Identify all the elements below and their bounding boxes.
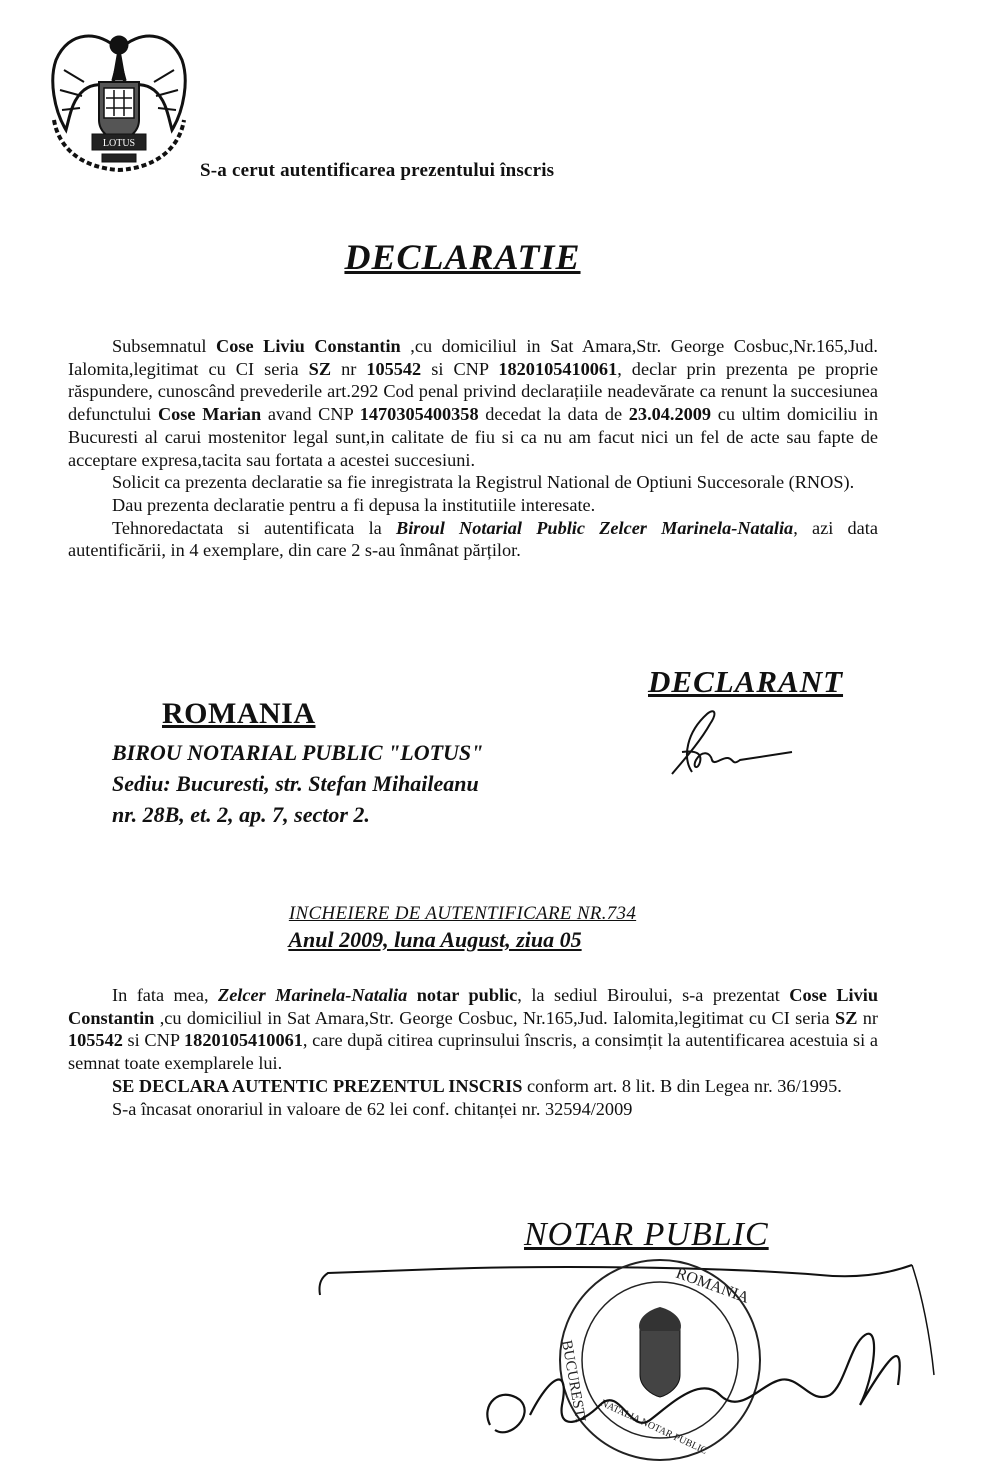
conclusion-date: Anul 2009, luna August, ziua 05 [288, 927, 582, 952]
office-address-line-2: nr. 28B, et. 2, ap. 7, sector 2. [112, 802, 370, 827]
id-number: 105542 [366, 358, 422, 379]
seal-left-text: BUCURESTI [558, 1338, 589, 1424]
office-country: ROMANIA [162, 697, 316, 730]
seal-top-text: ROMANIA [673, 1264, 752, 1307]
conclusion-paragraph-3: S-a încasat onorariul in valoare de 62 lei conf. chitanței nr. 32594/2009 [112, 1098, 633, 1119]
crest-label: LOTUS [102, 138, 136, 149]
notary-seal [558, 1260, 760, 1460]
notary-label: NOTAR PUBLIC [524, 1216, 769, 1253]
authentication-request-note: S-a cerut autentificarea prezentului înscris [200, 160, 555, 181]
conclusion-title: INCHEIERE DE AUTENTIFICARE NR.734 [288, 903, 637, 924]
declarant-name: Cose Liviu Constantin [216, 336, 401, 356]
death-date: 23.04.2009 [628, 404, 712, 425]
deceased-cnp: 1470305400358 [359, 404, 479, 425]
authenticity-statement: SE DECLARA AUTENTIC PREZENTUL INSCRIS [112, 1075, 523, 1096]
declaration-paragraph-4: Tehnoredactata si autentificata la Biroul Notarial Public Zelcer Marinela-Natalia, azi data autentificării, in 4 exemplare, din care 2 s-au înmânat părților. [68, 517, 878, 561]
declarant-cnp: 1820105410061 [498, 358, 618, 379]
conclusion-paragraph-1: In fata mea, Zelcer Marinela-Natalia notar public, la sediul Biroului, s-a prezentat Cose Liviu Constantin ,cu domiciliul in Sat Amara,Str. George Cosbuc, Nr.165,Jud. Ialomita,legitimat cu CI seria SZ nr 105542 si CNP 1820105410061, care după citirea cuprinsului înscris, a consimțit la autentificarea acestuia si a semnat toate exemplarele lui. [68, 985, 879, 1074]
declarant-signature [652, 702, 802, 782]
notary-role: notar public [416, 985, 518, 1005]
notary-office-name: Biroul Notarial Public Zelcer Marinela-Natalia [396, 517, 794, 538]
notary-name: Zelcer Marinela-Natalia [218, 985, 408, 1005]
document-title: DECLARATIE [344, 237, 581, 277]
declarant-label: DECLARANT [648, 664, 844, 699]
declaration-body [68, 335, 878, 562]
declaration-paragraph-3: Dau prezenta declaratie pentru a fi depusa la institutiile interesate. [112, 494, 596, 515]
office-address-line-1: Sediu: Bucuresti, str. Stefan Mihaileanu [112, 771, 479, 796]
office-name: BIROU NOTARIAL PUBLIC "LOTUS" [112, 740, 484, 765]
declaration-paragraph-2: Solicit ca prezenta declaratie sa fie inregistrata la Registrul National de Optiuni Succesorale (RNOS). [112, 472, 855, 493]
conclusion-paragraph-2: SE DECLARA AUTENTIC PREZENTUL INSCRIS conform art. 8 lit. B din Legea nr. 36/1995. [112, 1075, 842, 1096]
deceased-name: Cose Marian [157, 404, 262, 425]
seal-inner-text: NATALIA NOTAR PUBLIC [598, 1397, 709, 1457]
eagle-crest-logo [44, 20, 194, 175]
conclusion-body [68, 984, 878, 1120]
notary-seal-and-signature [300, 1255, 940, 1470]
declaration-paragraph-1: Subsemnatul Cose Liviu Constantin ,cu domiciliul in Sat Amara,Str. George Cosbuc,Nr.165,Jud. Ialomita,legitimat cu CI seria SZ nr 105542 si CNP 1820105410061, declar prin prezenta pe proprie răspundere, cunoscând prevederile art.292 Cod penal privind declarațiile neadevărate ca renunt la succesiunea defunctului Cose Marian avand CNP 1470305400358 decedat la data de 23.04.2009 cu ultim domiciliu in Bucuresti al carui mostenitor legal sunt,in calitate de fiu si ca nu am facut nici un fel de acte sau fapte de acceptare expresa,tacita sau fortata a acestei succesiuni. [68, 336, 878, 470]
notary-office-block [112, 737, 483, 830]
